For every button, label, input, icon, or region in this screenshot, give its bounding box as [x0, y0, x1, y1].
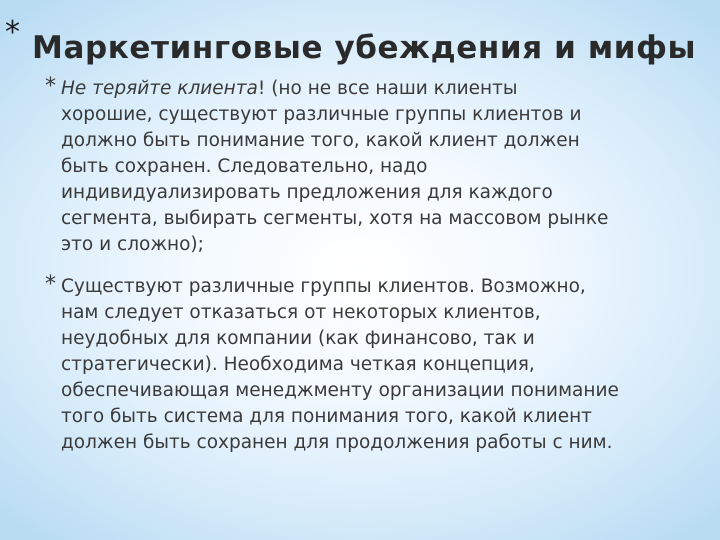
slide-title: Маркетинговые убеждения и мифы: [32, 30, 697, 66]
paragraph-lead: Не теряйте клиента: [61, 78, 258, 99]
title-bullet-icon: *: [5, 15, 20, 50]
paragraph-line: быть сохранен. Следовательно, надо: [61, 156, 428, 177]
paragraph-line: должно быть понимание того, какой клиент должен: [61, 130, 580, 151]
paragraph-text: ! (но не все наши клиенты: [257, 78, 518, 99]
bullet-paragraph-2: [45, 272, 720, 456]
paragraph-line: обеспечивающая менеджменту организации понимание: [61, 380, 619, 401]
paragraph-line: сегмента, выбирать сегменты, хотя на массовом рынке: [61, 208, 609, 229]
slide-body: [45, 74, 720, 456]
paragraph-line: Существуют различные группы клиентов. Возможно,: [61, 276, 586, 297]
paragraph-line: [61, 76, 720, 102]
paragraph-line: это и сложно);: [61, 234, 204, 255]
paragraph-line: того быть система для понимания того, какой клиент: [61, 406, 592, 427]
paragraph-line: индивидуализировать предложения для каждого: [61, 182, 553, 203]
paragraph-line: нам следует отказаться от некоторых клиентов,: [61, 302, 541, 323]
paragraph-line: стратегически). Необходима четкая концепция,: [61, 354, 535, 375]
paragraph-line: неудобных для компании (как финансово, так и: [61, 328, 535, 349]
bullet-paragraph-1: [45, 74, 720, 258]
paragraph-line: хорошие, существуют различные группы клиентов и: [61, 104, 582, 125]
bullet-icon: *: [45, 272, 56, 297]
paragraph-line: должен быть сохранен для продолжения работы с ним.: [61, 432, 613, 453]
bullet-icon: *: [45, 74, 56, 99]
